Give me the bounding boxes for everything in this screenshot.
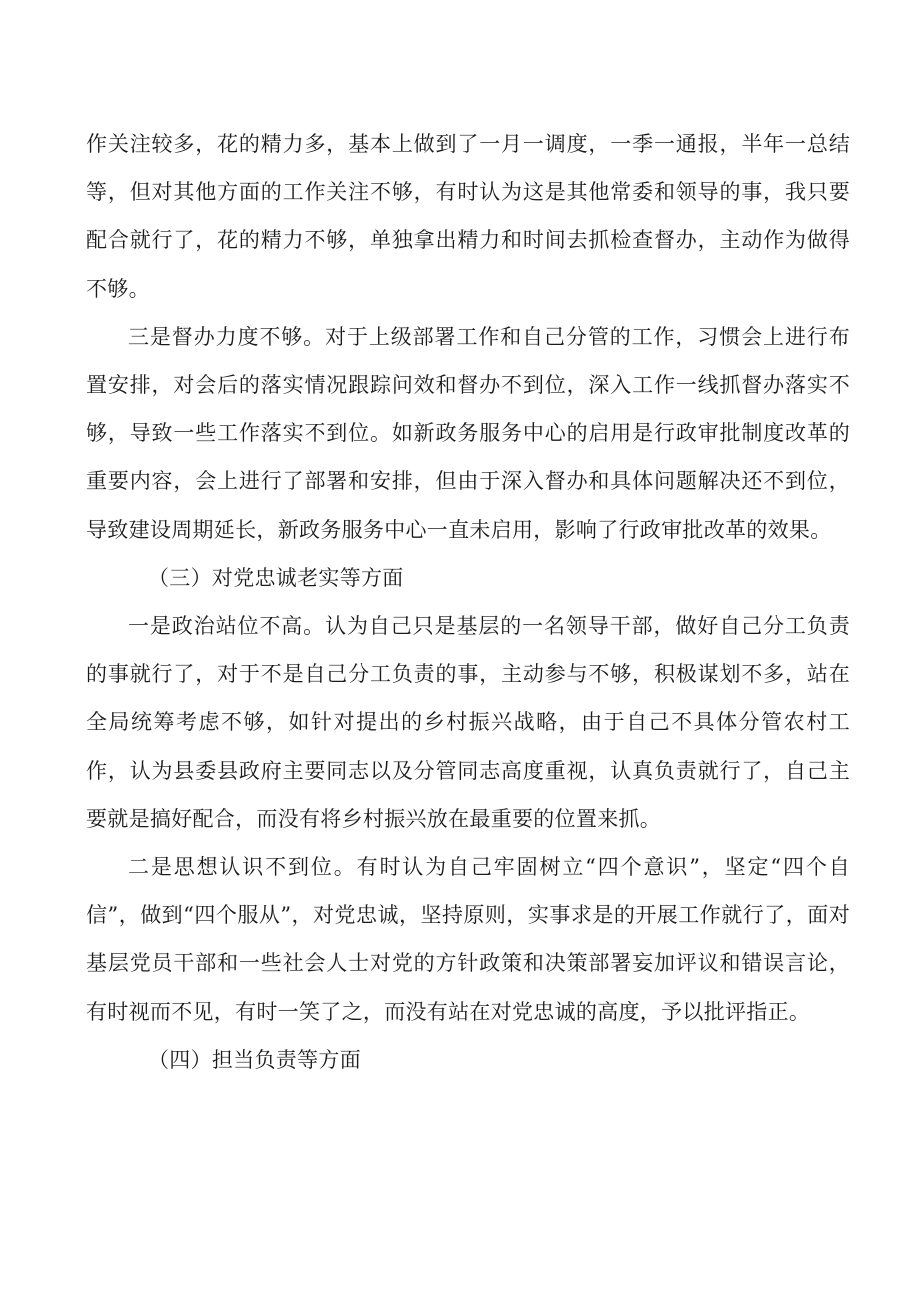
paragraph-political-stance: 一是政治站位不高。认为自己只是基层的一名领导干部，做好自己分工负责的事就行了，对于不是自己分工负责的事，主动参与不够，积极谋划不多，站在全局统筹考虑不够，如针对提出的乡村振兴战略，由于自己不具体分管农村工作，认为县委县政府主要同志以及分管同志高度重视，认真负责就行了，自己主要就是搞好配合，而没有将乡村振兴放在最重要的位置来抓。 — [86, 614, 850, 831]
section-heading-3: （三）对党忠诚老实等方面 — [148, 565, 404, 590]
paragraph-supervision: 三是督办力度不够。对于上级部署工作和自己分管的工作，习惯会上进行布置安排，对会后的落实情况跟踪问效和督办不到位，深入工作一线抓督办落实不够，导致一些工作落实不到位。如新政务服务中心的启用是行政审批制度改革的重要内容，会上进行了部署和安排，但由于深入督办和具体问题解决还不到位，导致建设周期延长，新政务服务中心一直未启用，影响了行政审批改革的效果。 — [86, 324, 850, 542]
paragraph-continuation: 作关注较多，花的精力多，基本上做到了一月一调度，一季一通报，半年一总结等，但对其他方面的工作关注不够，有时认为这是其他常委和领导的事，我只要配合就行了，花的精力不够，单独拿出精力和时间去抓检查督办，主动作为做得不够。 — [86, 132, 850, 301]
section-heading-4: （四）担当负责等方面 — [148, 1047, 361, 1072]
document-body — [86, 120, 850, 1084]
paragraph-ideological-awareness: 二是思想认识不到位。有时认为自己牢固树立“四个意识”，坚定“四个自信”，做到“四个服从”，对党忠诚，坚持原则，实事求是的开展工作就行了，面对基层党员干部和一些社会人士对党的方针政策和决策部署妄加评议和错误言论，有时视而不见，有时一笑了之，而没有站在对党忠诚的高度，予以批评指正。 — [86, 855, 850, 1024]
